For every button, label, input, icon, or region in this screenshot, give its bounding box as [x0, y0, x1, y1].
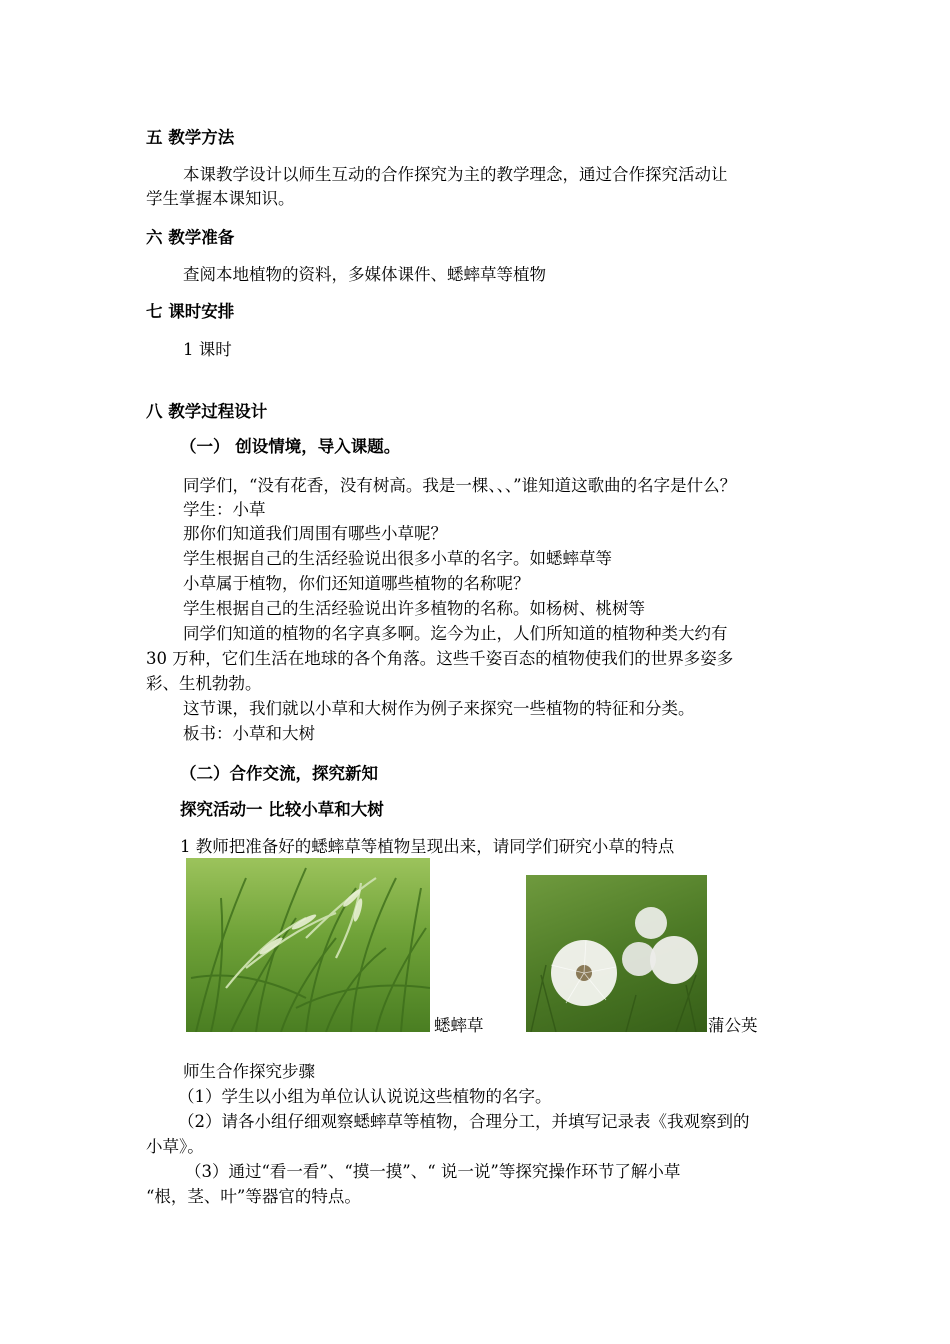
paragraph-schedule: 1 课时 [183, 340, 232, 359]
step-item: 小草》。 [146, 1137, 204, 1156]
subheading-activity: 探究活动一 比较小草和大树 [180, 800, 384, 819]
heading-process: 八 教学过程设计 [146, 402, 268, 421]
text-line: 小草属于植物，你们还知道哪些植物的名称呢？ [183, 574, 530, 593]
dandelion-photo [526, 875, 707, 1032]
caption-dandelion: 蒲公英 [708, 1016, 758, 1035]
paragraph-method-2: 学生掌握本课知识。 [146, 189, 295, 208]
text-step-1: 1 教师把准备好的蟋蟀草等植物呈现出来，请同学们研究小草的特点 [180, 837, 675, 856]
text-line: 30 万种，它们生活在地球的各个角落。这些千姿百态的植物使我们的世界多姿多 [146, 649, 734, 668]
subheading-explore: （二）合作交流，探究新知 [180, 764, 378, 783]
text-line: 学生根据自己的生活经验说出许多植物的名称。如杨树、桃树等 [183, 599, 645, 618]
steps-title: 师生合作探究步骤 [183, 1062, 315, 1081]
text-line: 彩、生机勃勃。 [146, 674, 262, 693]
step-item: （2）请各小组仔细观察蟋蟀草等植物，合理分工，并填写记录表《我观察到的 [178, 1112, 750, 1131]
text-line: 同学们知道的植物的名字真多啊。迄今为止，人们所知道的植物种类大约有 [183, 624, 728, 643]
step-item: “根，茎、叶”等器官的特点。 [146, 1187, 361, 1206]
text-line: 学生根据自己的生活经验说出很多小草的名字。如蟋蟀草等 [183, 549, 612, 568]
heading-schedule: 七 课时安排 [146, 302, 235, 321]
text-line: 同学们，“没有花香，没有树高。我是一棵、、、”谁知道这歌曲的名字是什么？ [183, 476, 737, 495]
text-line: 这节课，我们就以小草和大树作为例子来探究一些植物的特征和分类。 [183, 699, 695, 718]
text-line: 板书：小草和大树 [183, 724, 315, 743]
subheading-intro: （一） 创设情境，导入课题。 [180, 437, 401, 456]
heading-teaching-preparation: 六 教学准备 [146, 228, 235, 247]
paragraph-method-1: 本课教学设计以师生互动的合作探究为主的教学理念，通过合作探究活动让 [183, 165, 728, 184]
grass-illustration [186, 858, 430, 1032]
text-line: 学生：小草 [183, 500, 266, 519]
caption-cricket-grass: 蟋蟀草 [434, 1016, 484, 1035]
step-item: （1）学生以小组为单位认认说说这些植物的名字。 [178, 1087, 552, 1106]
paragraph-preparation: 查阅本地植物的资料，多媒体课件、蟋蟀草等植物 [183, 265, 546, 284]
heading-teaching-method: 五 教学方法 [146, 128, 235, 147]
cricket-grass-photo [186, 858, 430, 1032]
text-line: 那你们知道我们周围有哪些小草呢？ [183, 524, 447, 543]
step-item: （3）通过“看一看”、“摸一摸”、“ 说一说”等探究操作环节了解小草 [185, 1162, 681, 1181]
dandelion-illustration [526, 875, 707, 1032]
